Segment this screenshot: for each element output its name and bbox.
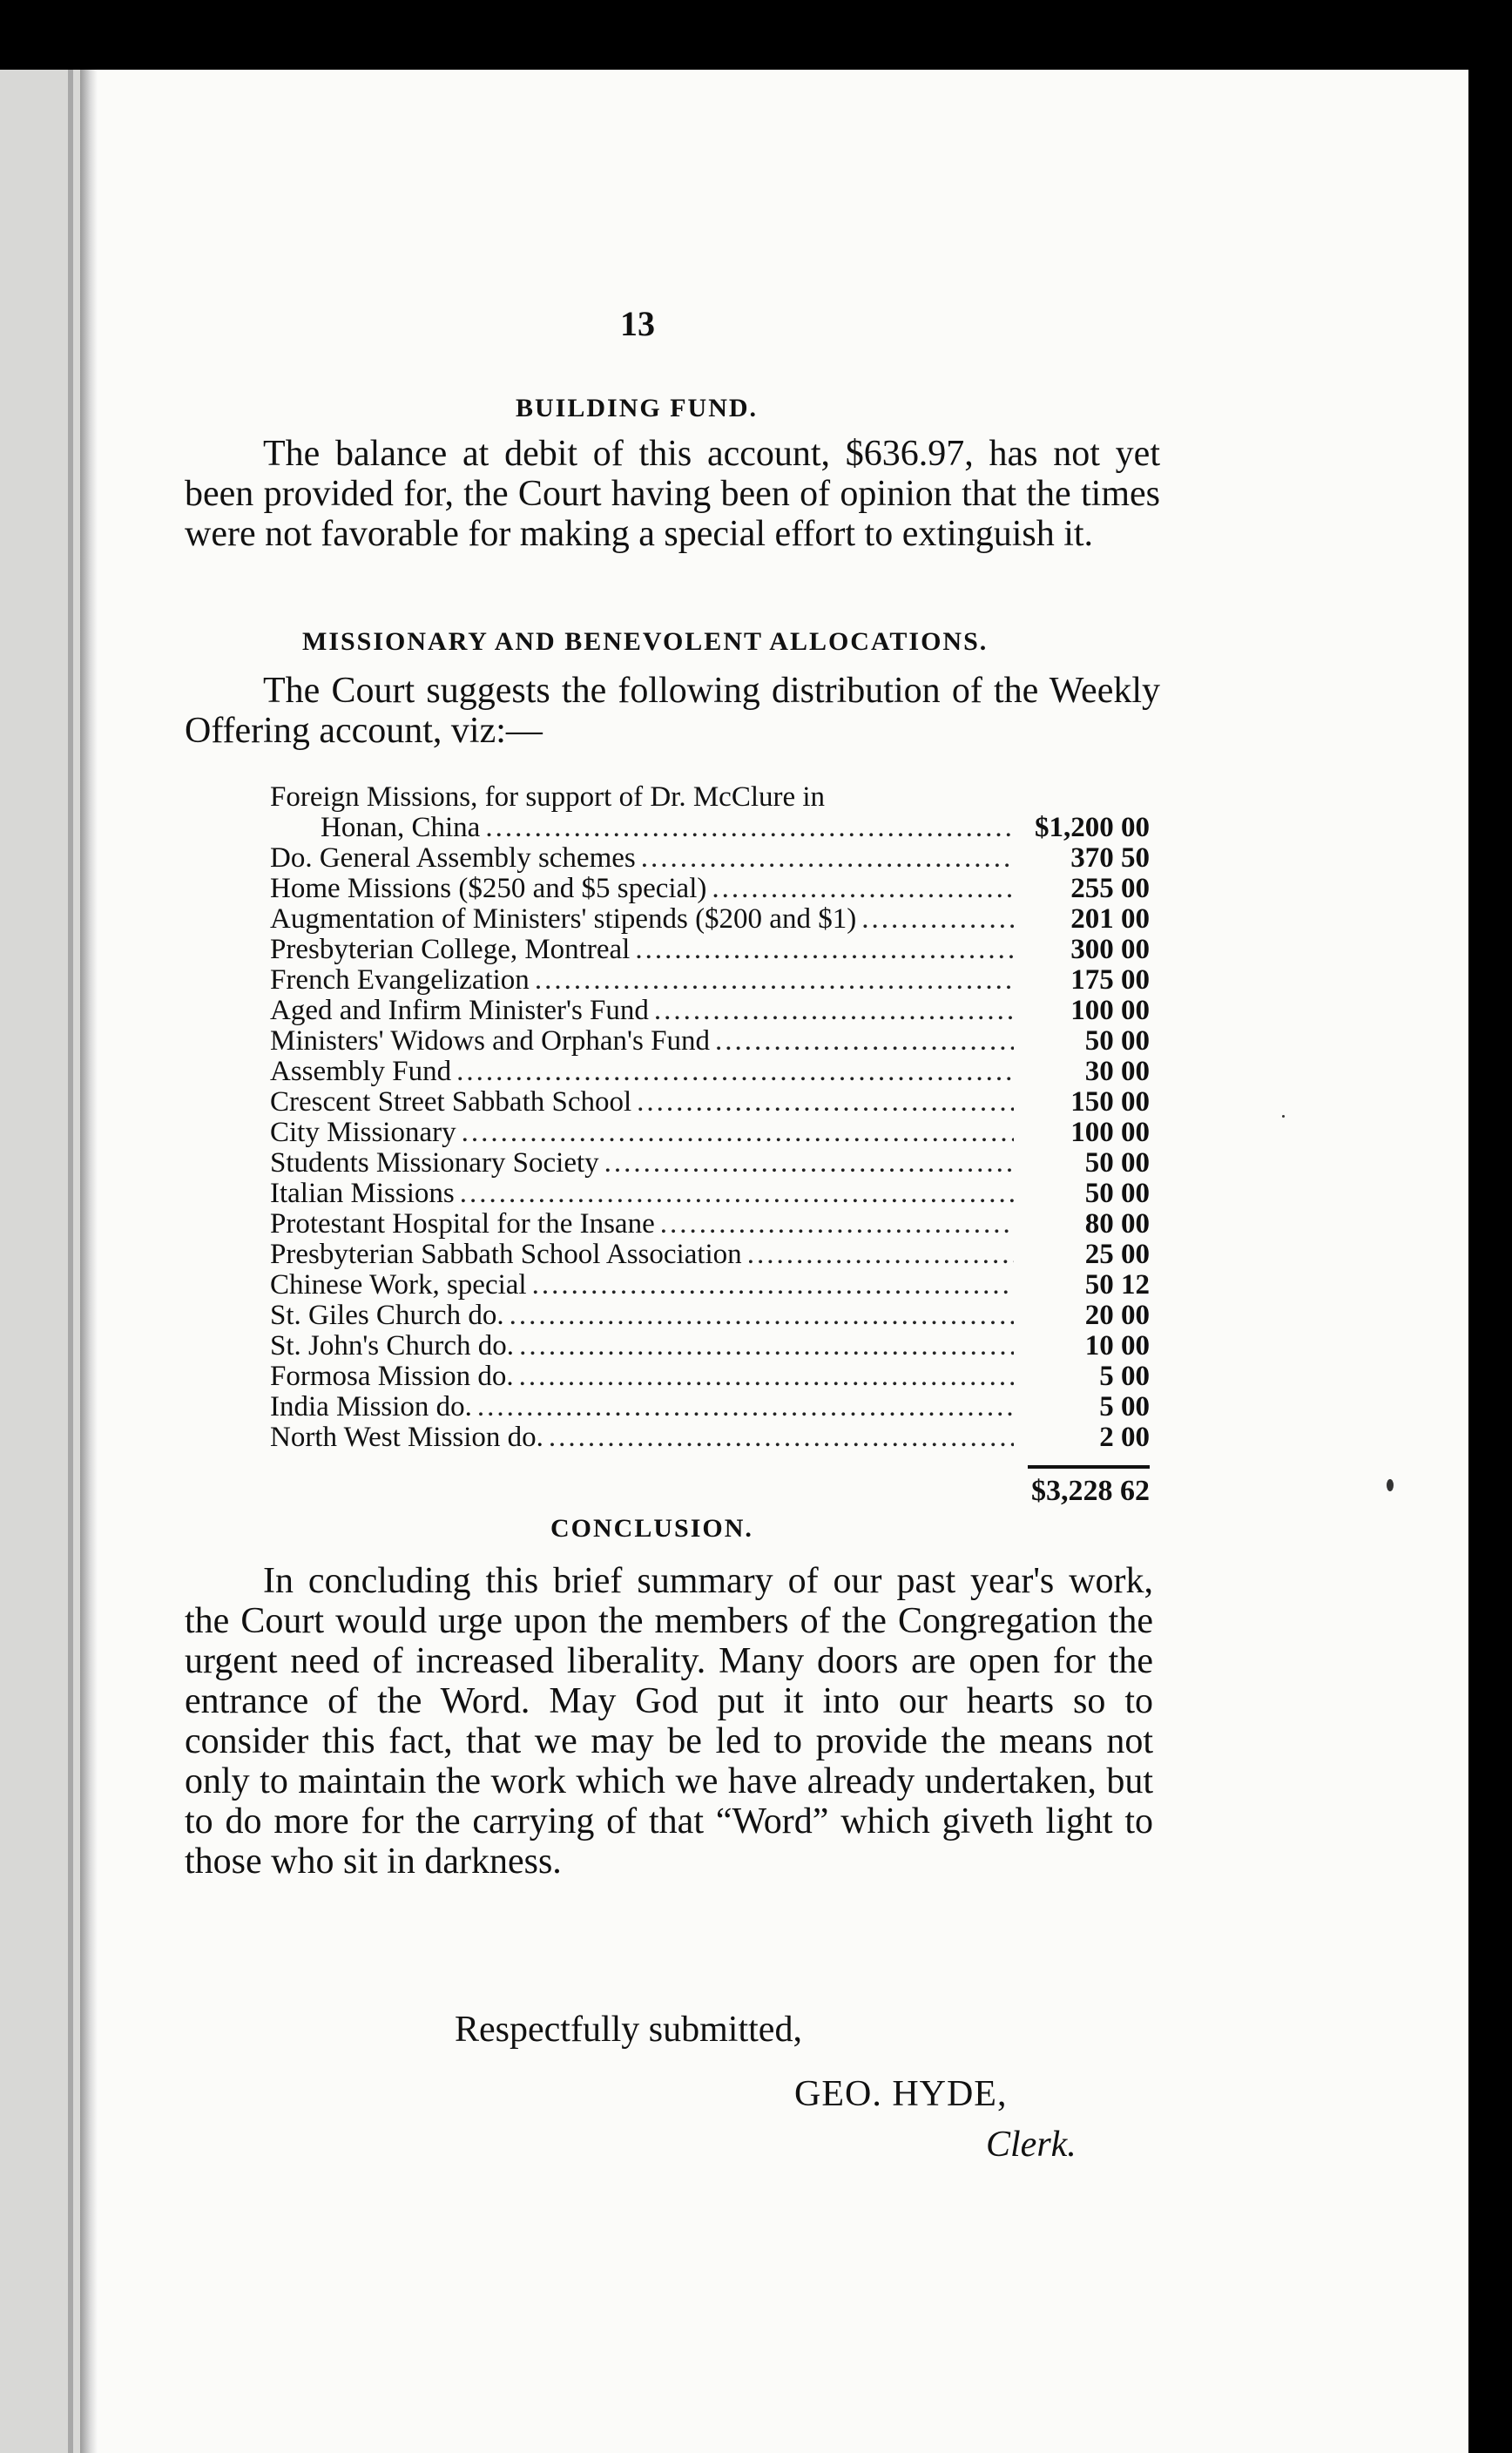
scan-top-border <box>0 0 1512 70</box>
allocation-label: Chinese Work, special <box>270 1269 527 1301</box>
allocation-amount: 50 12 <box>1084 1269 1150 1301</box>
signatory-title: Clerk. <box>986 2125 1077 2165</box>
allocation-label: French Evangelization <box>270 964 530 996</box>
allocation-row <box>270 1362 1150 1392</box>
leader-dots <box>485 813 1014 843</box>
allocation-label: Protestant Hospital for the Insane <box>270 1208 655 1240</box>
building-fund-paragraph: The balance at debit of this account, $636.97, has not yet been provided for, the Court having been of opinion that the times were not favorable for making a special effort to extinguish it. <box>185 434 1160 554</box>
allocation-row <box>270 1179 1150 1209</box>
scan-speck <box>1387 1479 1394 1491</box>
scan-right-border <box>1468 70 1512 2453</box>
allocation-row <box>270 1087 1150 1118</box>
allocation-row <box>270 1118 1150 1148</box>
allocation-amount: 50 00 <box>1084 1178 1150 1209</box>
allocation-amount: 50 00 <box>1084 1147 1150 1179</box>
leader-dots <box>635 935 1014 965</box>
leader-dots <box>712 874 1014 904</box>
leader-dots <box>535 965 1014 996</box>
allocation-row <box>270 965 1150 996</box>
total-rule <box>1028 1465 1150 1469</box>
allocation-label: Students Missionary Society <box>270 1147 599 1179</box>
allocation-label: Formosa Mission do. <box>270 1361 514 1392</box>
allocation-label: Aged and Infirm Minister's Fund <box>270 995 649 1026</box>
scan-binding-edge <box>0 70 80 2453</box>
allocation-row <box>270 874 1150 904</box>
allocation-amount: 10 00 <box>1084 1330 1150 1362</box>
allocation-label: India Mission do. <box>270 1391 472 1422</box>
closing-line: Respectfully submitted, <box>455 2010 802 2050</box>
allocation-row <box>270 1057 1150 1087</box>
allocation-row <box>270 996 1150 1026</box>
allocation-row <box>270 813 1150 843</box>
allocation-amount: 50 00 <box>1084 1025 1150 1057</box>
allocation-row <box>270 935 1150 965</box>
allocation-label: Foreign Missions, for support of Dr. McClure in <box>270 781 826 813</box>
allocation-row <box>270 1209 1150 1240</box>
allocation-label: Crescent Street Sabbath School <box>270 1086 632 1118</box>
signatory-name: GEO. HYDE, <box>794 2074 1008 2114</box>
allocation-label: Presbyterian Sabbath School Association <box>270 1239 742 1270</box>
leader-dots <box>510 1301 1014 1331</box>
leader-dots <box>641 843 1014 874</box>
allocation-amount: 30 00 <box>1084 1056 1150 1087</box>
allocation-total: $3,228 62 <box>1031 1475 1150 1507</box>
allocation-amount: 100 00 <box>1070 1117 1150 1148</box>
allocation-row <box>270 1270 1150 1301</box>
allocation-label: Presbyterian College, Montreal <box>270 934 631 965</box>
leader-dots <box>747 1240 1014 1270</box>
building-fund-heading: BUILDING FUND. <box>516 394 759 422</box>
allocation-amount: 100 00 <box>1070 995 1150 1026</box>
leader-dots <box>604 1148 1014 1179</box>
allocation-label: Italian Missions <box>270 1178 455 1209</box>
allocation-row <box>270 843 1150 874</box>
allocation-amount: 370 50 <box>1070 842 1150 874</box>
allocations-table <box>270 782 1150 1510</box>
allocation-amount: 300 00 <box>1070 934 1150 965</box>
allocation-amount: 25 00 <box>1084 1239 1150 1270</box>
leader-dots <box>462 1118 1014 1148</box>
allocation-label: St. John's Church do. <box>270 1330 515 1362</box>
allocation-label: Do. General Assembly schemes <box>270 842 636 874</box>
leader-dots <box>861 904 1014 935</box>
leader-dots <box>549 1422 1014 1453</box>
scan-speck <box>1282 1115 1285 1118</box>
allocation-amount: 20 00 <box>1084 1300 1150 1331</box>
allocation-amount: 175 00 <box>1070 964 1150 996</box>
leader-dots <box>654 996 1014 1026</box>
allocation-label: Ministers' Widows and Orphan's Fund <box>270 1025 710 1057</box>
allocation-amount: 255 00 <box>1070 873 1150 904</box>
leader-dots <box>460 1179 1014 1209</box>
allocation-label: Augmentation of Ministers' stipends ($200 and $1) <box>270 903 857 935</box>
allocation-label: Assembly Fund <box>270 1056 452 1087</box>
conclusion-paragraph: In concluding this brief summary of our past year's work, the Court would urge upon the members of the Congregation the urgent need of increased liberality. Many doors are open for the entrance of the Word. May God put it into our hearts so to consider this fact, that we may be led to provide the means not only to maintain the work which we have already undertaken, but to do more for the carrying of that “Word” which giveth light to those who sit in darkness. <box>185 1561 1153 1882</box>
leader-dots <box>637 1087 1014 1118</box>
allocation-label: Honan, China <box>321 812 481 843</box>
leader-dots <box>660 1209 1014 1240</box>
allocation-amount: $1,200 00 <box>1035 812 1150 843</box>
leader-dots <box>477 1392 1014 1422</box>
allocation-label: North West Mission do. <box>270 1422 543 1453</box>
page-number: 13 <box>620 304 655 343</box>
allocation-amount: 150 00 <box>1070 1086 1150 1118</box>
allocation-row <box>270 1331 1150 1362</box>
allocation-row <box>270 1148 1150 1179</box>
allocation-row <box>270 1422 1150 1453</box>
allocation-row <box>270 1392 1150 1422</box>
leader-dots <box>519 1331 1014 1362</box>
document-page <box>80 70 1468 2453</box>
allocation-label: Home Missions ($250 and $5 special) <box>270 873 707 904</box>
leader-dots <box>519 1362 1014 1392</box>
allocation-row <box>270 1026 1150 1057</box>
leader-dots <box>456 1057 1014 1087</box>
missionary-intro: The Court suggests the following distribution of the Weekly Offering account, viz:— <box>185 671 1160 751</box>
allocation-row <box>270 1240 1150 1270</box>
allocation-amount: 2 00 <box>1099 1422 1150 1453</box>
page-shadow <box>80 70 98 2453</box>
allocation-amount: 5 00 <box>1099 1391 1150 1422</box>
allocation-row <box>270 904 1150 935</box>
conclusion-heading: CONCLUSION. <box>550 1514 753 1543</box>
allocation-amount: 80 00 <box>1084 1208 1150 1240</box>
leader-dots <box>715 1026 1014 1057</box>
allocation-label: St. Giles Church do. <box>270 1300 504 1331</box>
allocation-row <box>270 1301 1150 1331</box>
missionary-heading: MISSIONARY AND BENEVOLENT ALLOCATIONS. <box>302 627 989 656</box>
allocation-amount: 5 00 <box>1099 1361 1150 1392</box>
allocation-amount: 201 00 <box>1070 903 1150 935</box>
leader-dots <box>532 1270 1014 1301</box>
allocation-label: City Missionary <box>270 1117 456 1148</box>
allocation-row <box>270 782 1150 813</box>
